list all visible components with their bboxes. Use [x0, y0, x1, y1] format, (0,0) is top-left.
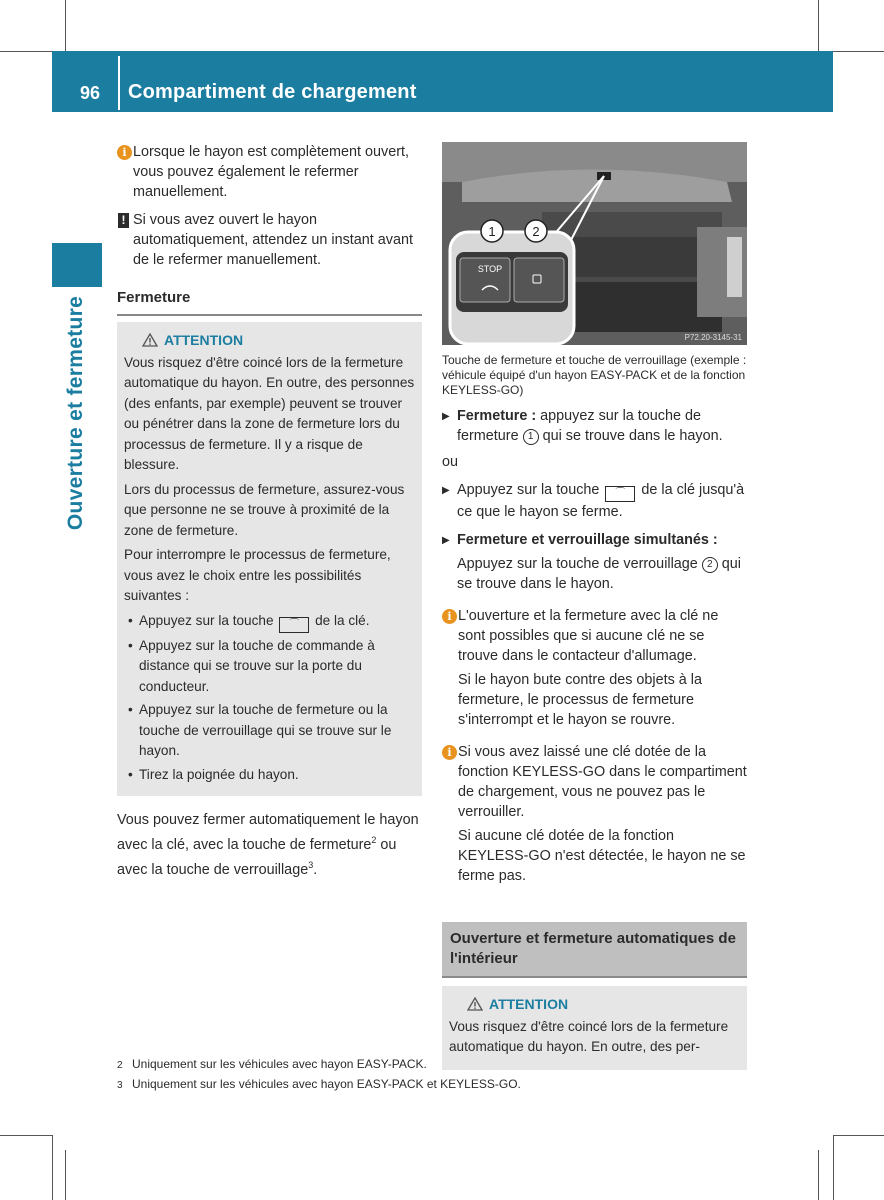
info-note-text: Si aucune clé dotée de la fonction KEYLESS-GO n'est détectée, le hayon ne se ferme pas.	[458, 828, 746, 884]
step-text: qui se trouve dans le hayon.	[538, 428, 723, 444]
side-section-label: Ouverture et fermeture	[64, 295, 87, 531]
stop-label: STOP	[477, 264, 503, 274]
crop-mark	[833, 51, 884, 52]
close-key-icon: ⌒	[605, 486, 635, 502]
tailgate-photo	[442, 142, 747, 345]
options-list	[124, 611, 415, 786]
list-item-text: de la clé.	[315, 612, 370, 628]
footnote-ref: 3	[308, 859, 314, 870]
crop-mark	[833, 1135, 884, 1136]
callout-ref: 1	[523, 429, 539, 445]
section-title-auto: Ouverture et fermeture automatiques de l'intérieur	[442, 922, 747, 978]
info-icon: i	[117, 145, 132, 160]
tailgate-illustration	[442, 142, 747, 345]
attention-paragraph: Lors du processus de fermeture, assurez-vous que personne ne se trouve à proximité de la zone de fermeture.	[124, 481, 405, 538]
footnote	[117, 1075, 747, 1095]
step-text: appuyez sur la touche de fermeture	[457, 408, 701, 444]
step-text: Appuyez sur la touche de verrouillage	[457, 556, 702, 572]
attention-box	[117, 322, 422, 796]
closing-paragraph	[117, 810, 422, 880]
info-icon: i	[442, 745, 457, 760]
attention-heading	[449, 994, 740, 1015]
footnote-number: 2	[117, 1060, 123, 1071]
photo-caption: Touche de fermeture et touche de verrouillage (exemple : véhicule équipé d'un hayon EASY-PACK et de la fonction KEYLESS-GO)	[442, 353, 747, 397]
chapter-title: Compartiment de chargement	[128, 81, 417, 103]
list-item: • Tirez la poignée du hayon.	[124, 765, 415, 786]
step-key	[442, 480, 747, 522]
attention-paragraph: Pour interrompre le processus de fermeture, vous avez le choix entre les possibilités suivantes :	[124, 547, 391, 603]
callout-2: 2	[532, 224, 540, 239]
or-text: ou	[442, 454, 459, 470]
exclamation-icon: !	[118, 213, 129, 228]
footnote-ref: 2	[371, 835, 377, 845]
footnote-number: 3	[117, 1080, 123, 1091]
footnote-text: Uniquement sur les véhicules avec hayon EASY-PACK et KEYLESS-GO.	[132, 1077, 521, 1091]
side-tab	[52, 243, 102, 287]
step-close-lock	[442, 530, 747, 550]
step-text: de la clé jusqu'à ce que le hayon se ferme.	[457, 482, 745, 520]
list-item	[124, 611, 415, 633]
crop-mark	[833, 1135, 834, 1200]
list-item: • Appuyez sur la touche de fermeture ou la touche de verrouillage qui se trouve sur le hayon.	[124, 700, 415, 762]
info-note-text: Lorsque le hayon est complètement ouvert, vous pouvez également le refermer manuellement.	[133, 144, 409, 200]
attention-paragraph: Vous risquez d'être coincé lors de la fermeture automatique du hayon. En outre, des per-	[449, 1018, 729, 1054]
warning-triangle-icon	[142, 333, 158, 347]
closing-text: Vous pouvez fermer automatiquement le hayon avec la clé, avec la touche de fermeture	[117, 812, 419, 853]
step-label: Fermeture :	[457, 408, 537, 424]
info-note-text: L'ouverture et la fermeture avec la clé ne sont possibles que si aucune clé ne se trouve dans le contacteur d'allumage.	[458, 608, 719, 664]
attention-label: ATTENTION	[164, 332, 244, 348]
info-note-text: Si le hayon bute contre des objets à la fermeture, le processus de fermeture s'interrompt et le hayon se rouvre.	[458, 672, 703, 728]
right-column	[442, 142, 747, 1070]
footnote	[117, 1055, 747, 1075]
crop-mark	[52, 1135, 53, 1200]
crop-mark	[0, 1135, 52, 1136]
close-key-icon: ⌒	[279, 617, 309, 633]
info-note	[442, 606, 747, 730]
info-icon: i	[442, 609, 457, 624]
callout-1: 1	[488, 224, 496, 239]
info-note	[117, 142, 422, 202]
section-title-fermeture: Fermeture	[117, 288, 422, 316]
left-column	[117, 142, 422, 880]
page-number: 96	[80, 83, 101, 103]
step-text: qui se trouve dans le hayon.	[457, 556, 741, 592]
warning-note-text: Si vous avez ouvert le hayon automatiquement, attendez un instant avant de le refermer manuellement.	[133, 212, 414, 268]
crop-mark	[65, 1150, 66, 1200]
step-close-lock-text	[442, 554, 747, 594]
attention-label: ATTENTION	[489, 996, 569, 1012]
header-separator	[118, 56, 120, 110]
closing-text: .	[313, 861, 318, 878]
step-closing	[442, 406, 747, 446]
list-item: • Appuyez sur la touche de commande à distance qui se trouve sur la porte du conducteur.	[124, 636, 415, 698]
photo-code: P72.20-3145-31	[684, 333, 742, 342]
footnote-text: Uniquement sur les véhicules avec hayon EASY-PACK.	[132, 1057, 427, 1071]
crop-mark	[818, 0, 819, 51]
crop-mark	[818, 1150, 819, 1200]
closing-text: ou avec la touche de verrouillage	[117, 836, 397, 878]
list-item-text: Appuyez sur la touche	[139, 612, 274, 628]
attention-paragraph: Vous risquez d'être coincé lors de la fermeture automatique du hayon. En outre, des personnes (des enfants, par exemple) peuvent se trouver ou pénétrer dans la zone de fermeture lors du processus de fermeture. Il y a risque de blessure.	[124, 354, 415, 472]
footnotes	[117, 1055, 747, 1095]
callout-ref: 2	[702, 557, 718, 573]
warning-note	[117, 210, 422, 270]
crop-mark	[0, 51, 52, 52]
crop-mark	[65, 0, 66, 51]
info-note-text: Si vous avez laissé une clé dotée de la fonction KEYLESS-GO dans le compartiment de chargement, vous ne pouvez pas le verrouiller.	[458, 744, 747, 820]
step-text: Appuyez sur la touche	[457, 482, 600, 498]
attention-heading	[124, 330, 415, 351]
warning-triangle-icon	[467, 997, 483, 1011]
info-note	[442, 742, 747, 886]
step-label: Fermeture et verrouillage simultanés :	[457, 532, 718, 548]
